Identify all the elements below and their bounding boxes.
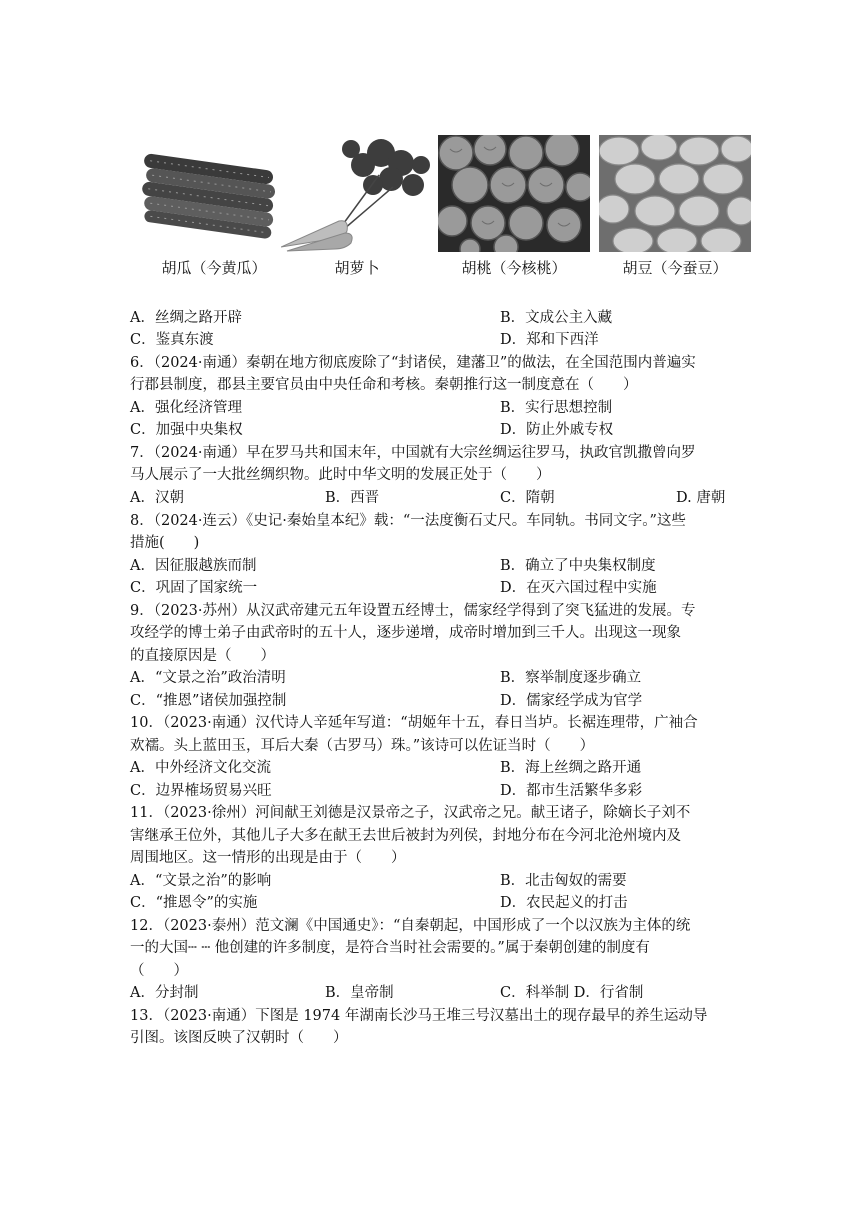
q8-options-row-2 [130,577,730,599]
q11-option-b[interactable]: B．北击匈奴的需要 [500,873,627,889]
q7-option-d[interactable]: D. 唐朝 [676,490,726,506]
caption-cucumber: 胡瓜（今黄瓜） [161,259,267,277]
q10-options-row-1 [130,757,730,779]
q7-options-row [130,487,730,509]
q9-stem-line-2: 攻经学的博士弟子由武帝时的五十人，逐步递增，成帝时增加到三千人。出现这一现象 [130,625,681,641]
q9-option-d[interactable]: D．儒家经学成为官学 [500,693,643,709]
cucumber-photo [138,135,290,280]
q12-stem-line-1: 12．（2023·泰州）范文澜《中国通史》：“自秦朝起，中国形成了一个以汉族为主体的统 [130,918,691,934]
q5-options-row-2 [130,329,730,351]
q10-stem-line-2: 欢襦。头上蓝田玉，耳后大秦（古罗马）珠。”该诗可以佐证当时（ ） [130,738,595,754]
q6-option-c[interactable]: C．加强中央集权 [130,422,243,438]
q12-option-c-d[interactable]: C．科举制 D．行省制 [500,985,644,1001]
q9-option-c[interactable]: C．“推恩”诸侯加强控制 [130,693,287,709]
caption-carrot: 胡萝卜 [334,259,380,277]
q8-option-b[interactable]: B．确立了中央集权制度 [500,558,656,574]
q9-options-row-2 [130,690,730,712]
q12-options-row [130,982,730,1004]
q11-options-row-1 [130,870,730,892]
q7-option-c[interactable]: C．隋朝 [500,490,555,506]
q12-option-b[interactable]: B．皇帝制 [325,985,394,1001]
q12-stem-line-3: （ ） [130,963,188,979]
carrot-photo [281,135,433,280]
q7-option-a[interactable]: A．汉朝 [130,490,184,506]
broad-bean-image [599,135,751,252]
q9-stem-line-1: 9．（2023·苏州）从汉武帝建元五年设置五经博士，儒家经学得到了突飞猛进的发展。专 [130,603,696,619]
q7-stem-line-2: 马人展示了一大批丝绸织物。此时中华文明的发展正处于（ ） [130,467,551,483]
walnut-image [438,135,590,252]
q6-option-a[interactable]: A．强化经济管理 [130,400,242,416]
broad-bean-photo [599,135,751,280]
q5-option-c[interactable]: C．鉴真东渡 [130,332,214,348]
q7-option-b[interactable]: B．西晋 [325,490,380,506]
q5-option-d[interactable]: D．郑和下西洋 [500,332,599,348]
q6-option-b[interactable]: B．实行思想控制 [500,400,613,416]
q11-stem-line-2: 害继承王位外，其他儿子大多在献王去世后被封为列侯，封地分布在今河北沧州境内及 [130,828,681,844]
q13-stem-line-2: 引图。该图反映了汉朝时（ ） [130,1030,348,1046]
q11-stem-line-3: 周围地区。这一情形的出现是由于（ ） [130,850,406,866]
q11-option-d[interactable]: D．农民起义的打击 [500,895,628,911]
q8-stem-line-1: 8．（2024·连云）《史记·秦始皇本纪》载：“一法度衡石丈尺。车同轨。书同文字。”这些 [130,513,686,529]
q9-stem-line-3: 的直接原因是（ ） [130,648,275,664]
q5-options-row-1 [130,307,730,329]
q9-option-a[interactable]: A．“文景之治”政治清明 [130,670,286,686]
q10-option-c[interactable]: C．边界榷场贸易兴旺 [130,783,272,799]
q9-option-b[interactable]: B．察举制度逐步确立 [500,670,642,686]
q9-options-row-1 [130,667,730,689]
q10-option-d[interactable]: D．都市生活繁华多彩 [500,783,643,799]
carrot-image [281,135,433,252]
q5-option-a[interactable]: A．丝绸之路开辟 [130,310,242,326]
q8-option-d[interactable]: D．在灭六国过程中实施 [500,580,657,596]
food-images [138,135,752,280]
q7-stem-line-1: 7．（2024·南通）早在罗马共和国末年，中国就有大宗丝绸运往罗马，执政官凯撒曾向罗 [130,445,696,461]
q12-option-a[interactable]: A．分封制 [130,985,199,1001]
q8-option-a[interactable]: A．因征服越族而制 [130,558,257,574]
q6-options-row-2 [130,419,730,441]
q10-option-a[interactable]: A．中外经济文化交流 [130,760,271,776]
q6-option-d[interactable]: D．防止外戚专权 [500,422,614,438]
q6-stem-line-1: 6．（2024·南通）秦朝在地方彻底废除了“封诸侯，建藩卫”的做法，在全国范围内普遍实 [130,355,696,371]
q11-options-row-2 [130,892,730,914]
q8-option-c[interactable]: C．巩固了国家统一 [130,580,258,596]
q12-stem-line-2: 一的大国┄ ┄ 他创建的许多制度，是符合当时社会需要的。”属于秦朝创建的制度有 [130,940,650,956]
q10-stem-line-1: 10．（2023·南通）汉代诗人辛延年写道：“胡姬年十五，春日当垆。长裾连理带，广袖合 [130,715,698,731]
q13-stem-line-1: 13．（2023·南通）下图是 1974 年湖南长沙马王堆三号汉墓出土的现存最早的养生运动导 [130,1008,708,1024]
caption-walnut: 胡桃（今核桃） [461,259,567,277]
q8-options-row-1 [130,555,730,577]
caption-broad-bean: 胡豆（今蚕豆） [622,259,728,277]
q11-stem-line-1: 11．（2023·徐州）河间献王刘德是汉景帝之子，汉武帝之兄。献王诸子，除嫡长子刘不 [130,805,691,821]
q10-options-row-2 [130,780,730,802]
q8-stem-line-2: 措施( ) [130,535,200,551]
q6-options-row-1 [130,397,730,419]
q5-option-b[interactable]: B．文成公主入藏 [500,310,613,326]
q6-stem-line-2: 行郡县制度，郡县主要官员由中央任命和考核。秦朝推行这一制度意在（ ） [130,377,638,393]
cucumber-image [138,135,290,252]
q11-option-c[interactable]: C．“推恩令”的实施 [130,895,258,911]
walnut-photo [438,135,590,280]
q11-option-a[interactable]: A．“文景之治”的影响 [130,873,272,889]
q10-option-b[interactable]: B．海上丝绸之路开通 [500,760,642,776]
